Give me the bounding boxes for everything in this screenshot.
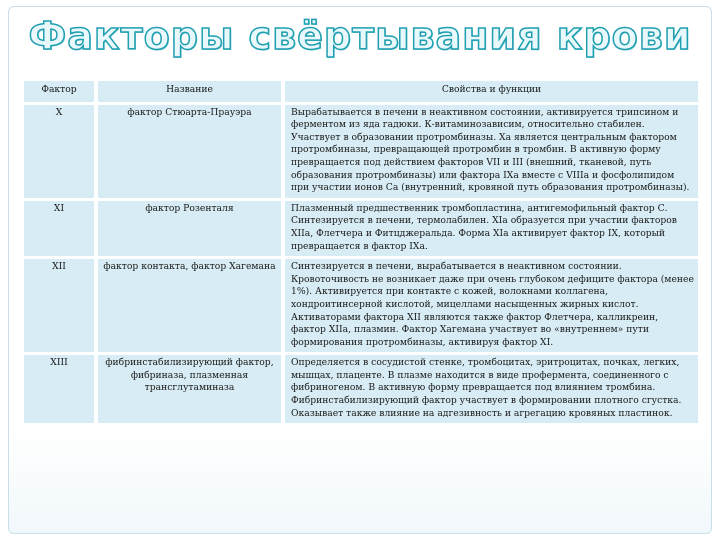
header-props: Свойства и функции (285, 81, 698, 102)
properties-paragraph: Плазменный предшественник тромбопластина, антигемофильный фактор С. Синтезируется в печени, термолабилен. XIa образуется при участии факторов XIIa, Флетчера и Фитцджеральда. Форма XIa активирует фактор IX, который превращается в фактор IXa. (291, 202, 677, 252)
factor-number: X (24, 105, 94, 198)
slide-title: Факторы свёртывания крови (28, 14, 692, 58)
properties-paragraph: Синтезируется в печени, вырабатывается в неактивном состоянии. Кровоточивость не возникает даже при очень глубоком дефиците фактора (менее 1%). Активируется при контакте с кожей, волокнами коллагена, хондроитинсерной кислотой, мицеллами насыщенных жирных кислот. Активаторами фактора XII являются также фактор Флетчера, калликреин, фактор XIIa, плазмин. Фактор Хагемана участвует во «внутреннем» пути формирования протромбиназы, активируя фактор XI. (291, 261, 694, 348)
factor-name: фактор Розенталя (98, 201, 281, 256)
header-name: Название (98, 81, 281, 102)
header-factor: Фактор (24, 81, 94, 102)
factor-number: XI (24, 201, 94, 256)
table-row (24, 105, 698, 198)
factor-name: фибринстабилизирующий фактор, фибриназа, плазменная трансглутаминаза (98, 355, 281, 423)
factor-properties (285, 201, 698, 256)
table-row (24, 355, 698, 423)
properties-paragraph: Определяется в сосудистой стенке, тромбоцитах, эритроцитах, почках, легких, мышцах, плаценте. В плазме находится в виде профермента, соединенного с фибриногеном. В активную форму превращается под влиянием тромбина. Фибринстабилизирующий фактор участвует в формировании плотного сгустка. Оказывает также влияние на адгезивность и агрегацию кровяных пластинок. (291, 357, 682, 419)
factor-name: фактор Стюарта-Прауэра (98, 105, 281, 198)
factor-name: фактор контакта, фактор Хагемана (98, 259, 281, 352)
properties-paragraph: Участвует в образовании протромбиназы. Xa является центральным фактором протромбиназы, превращающей протромбин в тромбин. В активную форму превращается под действием факторов VII и III (внешний, тканевой, путь образования протромбиназы) или фактора IXa вместе с VIIIa и фосфолипидом при участии ионов Ca (внутренний, кровяной путь образования протромбиназы). (291, 131, 690, 194)
table-row (24, 259, 698, 352)
coagulation-factors-table (24, 78, 698, 426)
factor-number: XII (24, 259, 94, 352)
table-row (24, 201, 698, 256)
factor-properties (285, 355, 698, 423)
factor-properties (285, 259, 698, 352)
factor-number: XIII (24, 355, 94, 423)
table-header-row (24, 81, 698, 102)
factor-properties (285, 105, 698, 198)
properties-paragraph: Вырабатывается в печени в неактивном состоянии, активируется трипсином и ферментом из яда гадюки. К-витаминозависим, относительно стабилен. (291, 106, 679, 131)
